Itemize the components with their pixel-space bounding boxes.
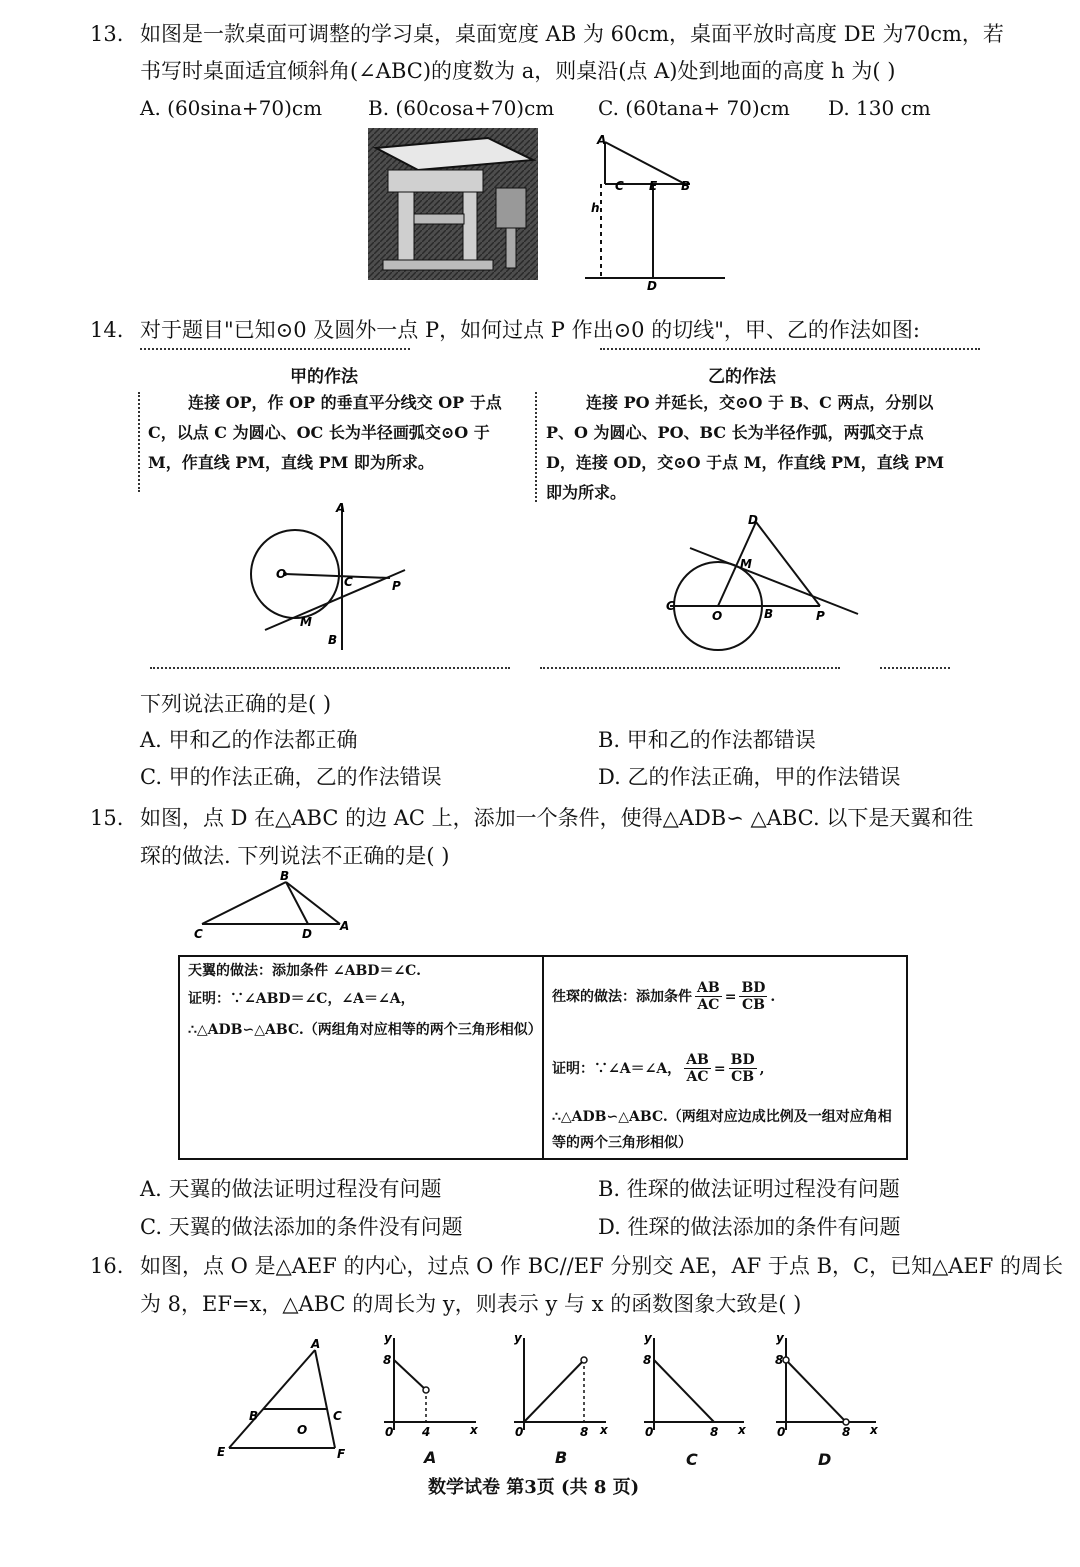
- graph-d-caption: D: [818, 1450, 832, 1469]
- q14-jia-title: 甲的作法: [290, 367, 358, 387]
- frac-cb-2: CB: [731, 1069, 755, 1085]
- q14-box-bottom-border-right: [880, 667, 950, 669]
- q15-option-c: C. 天翼的做法添加的条件没有问题: [140, 1215, 463, 1239]
- graph-b-x-tick: 8: [580, 1425, 589, 1439]
- graph-c-caption: C: [686, 1450, 698, 1469]
- q14-yi-label-d: D: [748, 513, 758, 527]
- q15-triangle-figure: [190, 868, 360, 940]
- q14-yi-label-m: M: [740, 557, 752, 571]
- graph-b-origin: 0: [515, 1425, 524, 1439]
- q15-label-b: B: [280, 869, 290, 883]
- q16-graph-b: [510, 1330, 610, 1440]
- q15-label-d: D: [302, 927, 312, 940]
- q16-label-b: B: [249, 1409, 259, 1423]
- q14-box-bottom-border-mid: [540, 667, 840, 669]
- q14-yi-label-b: B: [764, 607, 774, 621]
- q15-left-line1: 天翼的做法：添加条件 ∠ABD＝∠C.: [188, 963, 421, 979]
- q15-fraction-ab-ac-2: [684, 1052, 711, 1085]
- q16-graph-c: [640, 1330, 750, 1440]
- graph-b-x-label: x: [600, 1423, 608, 1437]
- q15-option-d: D. 徃琛的做法添加的条件有问题: [598, 1215, 901, 1239]
- q16-number: 16.: [90, 1254, 124, 1278]
- q15-right-line2: 证明：∵∠A＝∠A，: [552, 1060, 682, 1077]
- q14-jia-label-c: C: [344, 575, 353, 589]
- graph-a-x-label: x: [470, 1423, 478, 1437]
- q14-yi-title: 乙的作法: [708, 367, 776, 387]
- graph-a-y-tick: 8: [383, 1353, 392, 1367]
- frac-cb: CB: [741, 997, 765, 1013]
- q15-option-a: A. 天翼的做法证明过程没有问题: [140, 1177, 442, 1201]
- q14-box-top-border: [140, 348, 410, 350]
- q15-number: 15.: [90, 806, 124, 830]
- q14-box-divider: [535, 392, 537, 502]
- q15-eq-sign: =: [724, 988, 737, 1005]
- graph-c-origin: 0: [645, 1425, 654, 1439]
- q16-line1: 如图，点 O 是△AEF 的内心，过点 O 作 BC//EF 分别交 AE，AF 于点 B，C，已知△AEF 的周长: [140, 1254, 1063, 1278]
- q15-line1: 如图，点 D 在△ABC 的边 AC 上，添加一个条件，使得△ADB∽ △ABC. 以下是天翼和徃: [140, 806, 974, 830]
- q15-option-b: B. 徃琛的做法证明过程没有问题: [598, 1177, 900, 1201]
- graph-c-y-label: y: [644, 1331, 652, 1345]
- graph-b-y-label: y: [514, 1331, 522, 1345]
- q13-label-d: D: [647, 279, 657, 292]
- q15-fraction-bd-cb-2: [729, 1052, 757, 1085]
- q14-box-left-border: [138, 392, 140, 492]
- q13-label-b: B: [681, 179, 691, 193]
- graph-c-x-label: x: [738, 1423, 746, 1437]
- q13-option-c: C. (60tana+ 70)cm: [598, 96, 790, 120]
- q15-eq-sign-2: =: [713, 1060, 726, 1077]
- q14-jia-text: 连接 OP，作 OP 的垂直平分线交 OP 于点 C，以点 C 为圆心、OC 长为半径画弧交⊙O 于 M，作直线 PM，直线 PM 即为所求。: [148, 393, 502, 472]
- q13-option-b: B. (60cosa+70)cm: [368, 96, 555, 120]
- desk-photo: [368, 128, 538, 280]
- q16-label-e: E: [217, 1445, 226, 1459]
- q14-line1: 对于题目"已知⊙0 及圆外一点 P，如何过点 P 作出⊙0 的切线"，甲、乙的作法如图:: [140, 318, 920, 342]
- q13-line2: 书写时桌面适宜倾斜角(∠ABC)的度数为 a，则桌沿(点 A)处到地面的高度 h 为( ): [140, 59, 896, 83]
- q13-option-d: D. 130 cm: [828, 96, 931, 120]
- frac-bd: BD: [741, 980, 766, 996]
- frac-ac-2: AC: [686, 1069, 709, 1085]
- q15-condition-end: .: [770, 988, 776, 1005]
- q15-line2: 琛的做法. 下列说法不正确的是( ): [140, 844, 450, 868]
- frac-ac: AC: [697, 997, 720, 1013]
- graph-c-x-tick: 8: [710, 1425, 719, 1439]
- q14-yi-text: 连接 PO 并延长，交⊙O 于 B、C 两点，分别以 P、O 为圆心、PO、BC 长为半径作弧，两弧交于点 D，连接 OD，交⊙O 于点 M，作直线 PM，直线 PM 即为所求。: [546, 393, 945, 502]
- q14-option-d: D. 乙的作法正确，甲的作法错误: [598, 765, 901, 789]
- q16-label-o: O: [297, 1423, 308, 1437]
- q13-line1: 如图是一款桌面可调整的学习桌，桌面宽度 AB 为 60cm，桌面平放时高度 DE 为70cm，若: [140, 22, 1004, 46]
- graph-a-caption: A: [424, 1448, 437, 1467]
- q14-jia-figure: [240, 498, 420, 658]
- graph-a-x-tick: 4: [422, 1425, 431, 1439]
- q14-number: 14.: [90, 318, 124, 342]
- q14-jia-label-o: O: [276, 567, 287, 581]
- q16-line2: 为 8，EF=x，△ABC 的周长为 y，则表示 y 与 x 的函数图象大致是( ): [140, 1292, 802, 1316]
- q13-number: 13.: [90, 22, 124, 46]
- q15-right-condition: [552, 980, 775, 1013]
- q16-triangle-figure: [215, 1336, 355, 1464]
- graph-a-y-label: y: [384, 1331, 392, 1345]
- q15-right-line3: ∴△ADB∽△ABC.（两组对应边成比例及一组对应角相等的两个三角形相似）: [552, 1109, 892, 1151]
- q14-yi-label-c: C: [666, 599, 675, 613]
- q15-fraction-ab-ac: [695, 980, 722, 1013]
- graph-d-y-label: y: [776, 1331, 784, 1345]
- q15-left-line2: 证明：∵∠ABD＝∠C，∠A＝∠A，: [188, 991, 415, 1007]
- q14-yi-label-p: P: [816, 609, 825, 623]
- q14-option-c: C. 甲的作法正确，乙的作法错误: [140, 765, 442, 789]
- q14-option-b: B. 甲和乙的作法都错误: [598, 728, 816, 752]
- q13-option-a: A. (60sina+70)cm: [140, 96, 323, 120]
- q14-yi-figure: [660, 508, 870, 658]
- q16-label-a: A: [311, 1337, 321, 1351]
- page-footer: 数学试卷 第3页 (共 8 页): [428, 1477, 640, 1498]
- graph-d-origin: 0: [777, 1425, 786, 1439]
- frac-ab: AB: [697, 980, 720, 996]
- q14-box-top-border-right: [600, 348, 980, 350]
- q13-label-h: h: [591, 201, 600, 215]
- q14-jia-label-p: P: [392, 579, 401, 593]
- q15-label-a: A: [340, 919, 350, 933]
- q15-fraction-bd-cb: [739, 980, 767, 1013]
- q16-graph-a: [380, 1330, 480, 1440]
- q15-label-c: C: [194, 927, 203, 940]
- q14-option-a: A. 甲和乙的作法都正确: [140, 728, 358, 752]
- q14-yi-label-o: O: [712, 609, 723, 623]
- q15-left-line3: ∴△ADB∽△ABC.（两组角对应相等的两个三角形相似）: [188, 1022, 542, 1038]
- q15-right-line1: 徃琛的做法：添加条件: [552, 988, 692, 1005]
- q16-label-c: C: [333, 1409, 342, 1423]
- q15-right-proof: [552, 1052, 764, 1085]
- q14-box-bottom-border: [150, 667, 510, 669]
- q14-jia-label-m: M: [300, 615, 312, 629]
- q13-label-c: C: [615, 179, 624, 193]
- q16-label-f: F: [337, 1447, 346, 1461]
- graph-d-x-tick: 8: [842, 1425, 851, 1439]
- graph-d-y-tick: 8: [775, 1353, 784, 1367]
- frac-bd-2: BD: [730, 1052, 755, 1068]
- q14-question: 下列说法正确的是( ): [140, 692, 332, 716]
- q15-proof-end: ,: [759, 1060, 765, 1077]
- q14-jia-label-a: A: [336, 501, 346, 515]
- q13-desk-diagram: [585, 132, 735, 292]
- q15-table-divider: [542, 957, 544, 1158]
- frac-ab-2: AB: [686, 1052, 709, 1068]
- graph-c-y-tick: 8: [643, 1353, 652, 1367]
- q16-graph-d: [772, 1330, 882, 1440]
- graph-b-caption: B: [555, 1448, 568, 1467]
- q14-jia-label-b: B: [328, 633, 338, 647]
- graph-a-origin: 0: [385, 1425, 394, 1439]
- q13-label-e: E: [649, 179, 658, 193]
- q13-label-a: A: [597, 133, 607, 147]
- graph-d-x-label: x: [870, 1423, 878, 1437]
